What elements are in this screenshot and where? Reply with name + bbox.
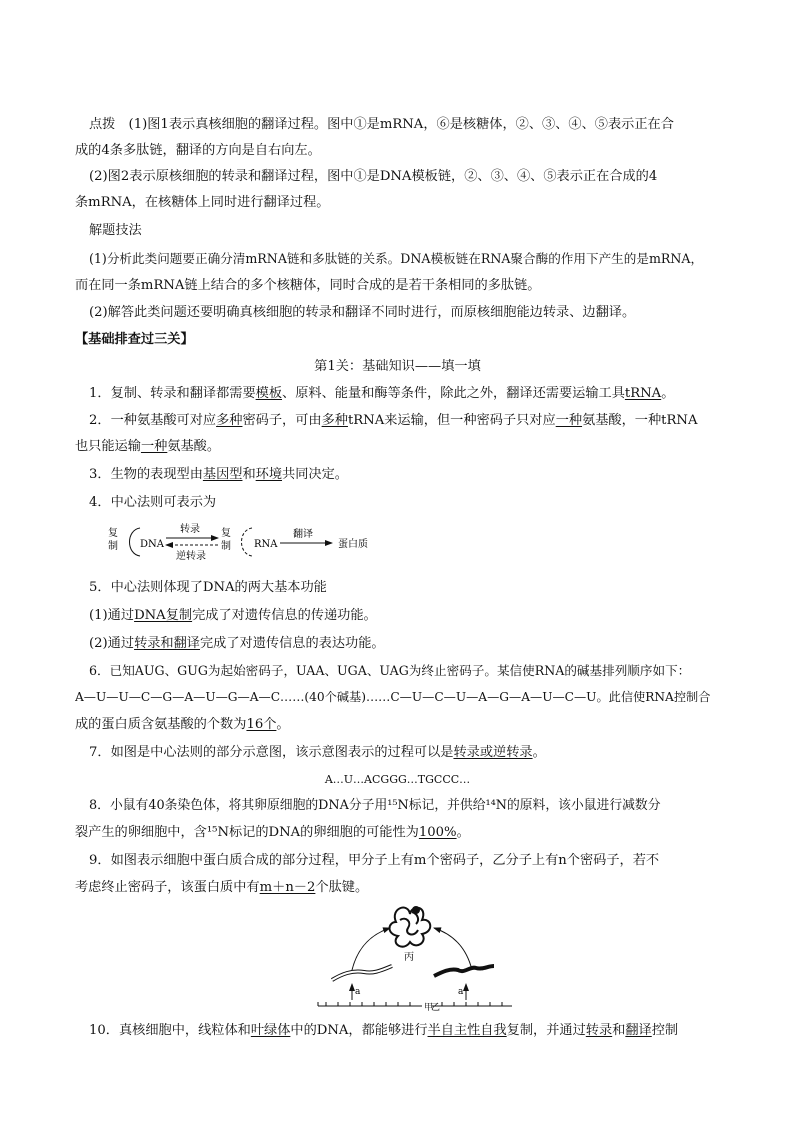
answer: 转录或逆转录 bbox=[453, 745, 533, 760]
text-line: 成的4条多肽链，翻译的方向是自右向左。 bbox=[75, 143, 321, 158]
text-line: 而在同一条mRNA链上结合的多个核糖体，同时合成的是若干条相同的多肽链。 bbox=[75, 278, 541, 293]
question-4: 4．中心法则可表示为 bbox=[89, 495, 217, 510]
arrow bbox=[434, 928, 472, 970]
section-heading: 【基础排查过三关】 bbox=[75, 332, 194, 347]
answer: 环境 bbox=[255, 467, 283, 482]
text-line: (1)分析此类问题要正确分清mRNA链和多肽链的关系。DNA模板链在RNA聚合酶的作用下产生的是mRNA， bbox=[89, 251, 704, 266]
text-line: 条mRNA，在核糖体上同时进行翻译过程。 bbox=[75, 195, 330, 210]
label: 乙 bbox=[431, 1003, 441, 1012]
label: 丙 bbox=[404, 952, 414, 963]
question-5-2: (2)通过转录和翻译完成了对遗传信息的表达功能。 bbox=[89, 636, 385, 651]
label: 翻译 bbox=[293, 529, 313, 540]
question-7: 7．如图是中心法则的部分示意图，该示意图表示的过程可以是转录或逆转录。 bbox=[89, 745, 546, 760]
text-line: (2)图2表示原核细胞的转录和翻译过程，图中①是DNA模板链，②、③、④、⑤表示正在合成的4 bbox=[89, 169, 658, 184]
question-10: 10．真核细胞中，线粒体和叶绿体中的DNA，都能够进行半自主性自我复制，并通过转录和翻译控制 bbox=[89, 1023, 679, 1038]
arrow bbox=[352, 928, 390, 970]
replication-loop bbox=[130, 528, 141, 556]
label: 复 bbox=[108, 528, 118, 539]
peptide-chain bbox=[332, 966, 392, 980]
question-8: 8．小鼠有40条染色体，将其卵原细胞的DNA分子用¹⁵N标记，并供给¹⁴N的原料，该小鼠进行减数分 bbox=[89, 798, 661, 813]
codon-ticks bbox=[318, 1002, 502, 1006]
label: 甲 bbox=[424, 1003, 434, 1012]
protein-synthesis-figure bbox=[312, 900, 522, 1012]
question-6: 6．已知AUG、GUG为起始密码子，UAA、UGA、UAG为终止密码子。某信使RNA的碱基排列顺序如下： bbox=[89, 663, 691, 678]
label: 制 bbox=[221, 541, 231, 552]
text-line: 点拨 (1)图1表示真核细胞的翻译过程。图中①是mRNA，⑥是核糖体，②、③、④、⑤表示正在合 bbox=[89, 117, 674, 132]
question-9: 9．如图表示细胞中蛋白质合成的部分过程，甲分子上有m个密码子，乙分子上有n个密码子，若不 bbox=[89, 853, 660, 868]
question-3: 3．生物的表现型由基因型和环境共同决定。 bbox=[89, 467, 348, 482]
question-6-cont: 成的蛋白质含氨基酸的个数为16个。 bbox=[75, 717, 290, 732]
label: 蛋白质 bbox=[338, 539, 368, 550]
label: a bbox=[458, 987, 464, 997]
answer: 100% bbox=[418, 825, 457, 840]
section-heading: 解题技法 bbox=[89, 223, 142, 238]
question-5: 5．中心法则体现了DNA的两大基本功能 bbox=[89, 580, 327, 595]
section-title: 第1关：基础知识——填一填 bbox=[314, 359, 481, 374]
answer: 多种 bbox=[216, 413, 243, 428]
answer: 多种 bbox=[321, 413, 348, 428]
answer: 半自主性自我 bbox=[427, 1023, 507, 1038]
replication-loop bbox=[242, 528, 253, 556]
question-8-cont: 裂产生的卵细胞中，含¹⁵N标记的DNA的卵细胞的可能性为100%。 bbox=[75, 825, 470, 840]
answer: 基因型 bbox=[202, 467, 243, 482]
question-6-seq: A—U—U—C—G—A—U—G—A—C……(40个碱基)……C—U—C—U—A—G—A—U—C—U。此信使RNA控制合 bbox=[75, 690, 711, 704]
question-2-cont: 也只能运输一种氨基酸。 bbox=[75, 439, 221, 454]
label: RNA bbox=[254, 539, 278, 550]
question-9-cont: 考虑终止密码子，该蛋白质中有m＋n－2个肽键。 bbox=[75, 880, 369, 895]
answer: 模板 bbox=[255, 386, 283, 401]
label: DNA bbox=[140, 539, 164, 550]
answer: 16个 bbox=[246, 717, 277, 732]
answer: 一种 bbox=[140, 439, 168, 454]
label: 逆转录 bbox=[176, 551, 206, 562]
answer: 转录和翻译 bbox=[134, 636, 200, 651]
label: 转录 bbox=[180, 524, 200, 535]
answer: 一种 bbox=[555, 413, 583, 428]
protein-icon bbox=[390, 906, 431, 947]
answer: 翻译 bbox=[625, 1023, 652, 1038]
peptide-chain bbox=[434, 966, 494, 976]
central-dogma-diagram bbox=[100, 518, 400, 563]
question-5-1: (1)通过DNA复制完成了对遗传信息的传递功能。 bbox=[89, 608, 377, 623]
sequence-figure: A…U…ACGGG…TGCCC… bbox=[324, 773, 471, 786]
label: 制 bbox=[108, 541, 118, 552]
label: a bbox=[355, 987, 361, 997]
text-line: (2)解答此类问题还要明确真核细胞的转录和翻译不同时进行，而原核细胞能边转录、边翻译。 bbox=[89, 305, 636, 320]
answer: m＋n－2 bbox=[259, 880, 316, 895]
answer: 转录 bbox=[585, 1023, 613, 1038]
question-2: 2．一种氨基酸可对应多种密码子，可由多种tRNA来运输，但一种密码子只对应一种氨基酸，一种tRNA bbox=[89, 413, 698, 428]
answer: tRNA bbox=[624, 386, 662, 401]
answer: DNA复制 bbox=[134, 608, 193, 623]
question-1: 1．复制、转录和翻译都需要模板、原料、能量和酶等条件，除此之外，翻译还需要运输工具tRNA。 bbox=[89, 386, 675, 401]
label: 复 bbox=[221, 528, 231, 539]
answer: 叶绿体 bbox=[250, 1023, 291, 1038]
